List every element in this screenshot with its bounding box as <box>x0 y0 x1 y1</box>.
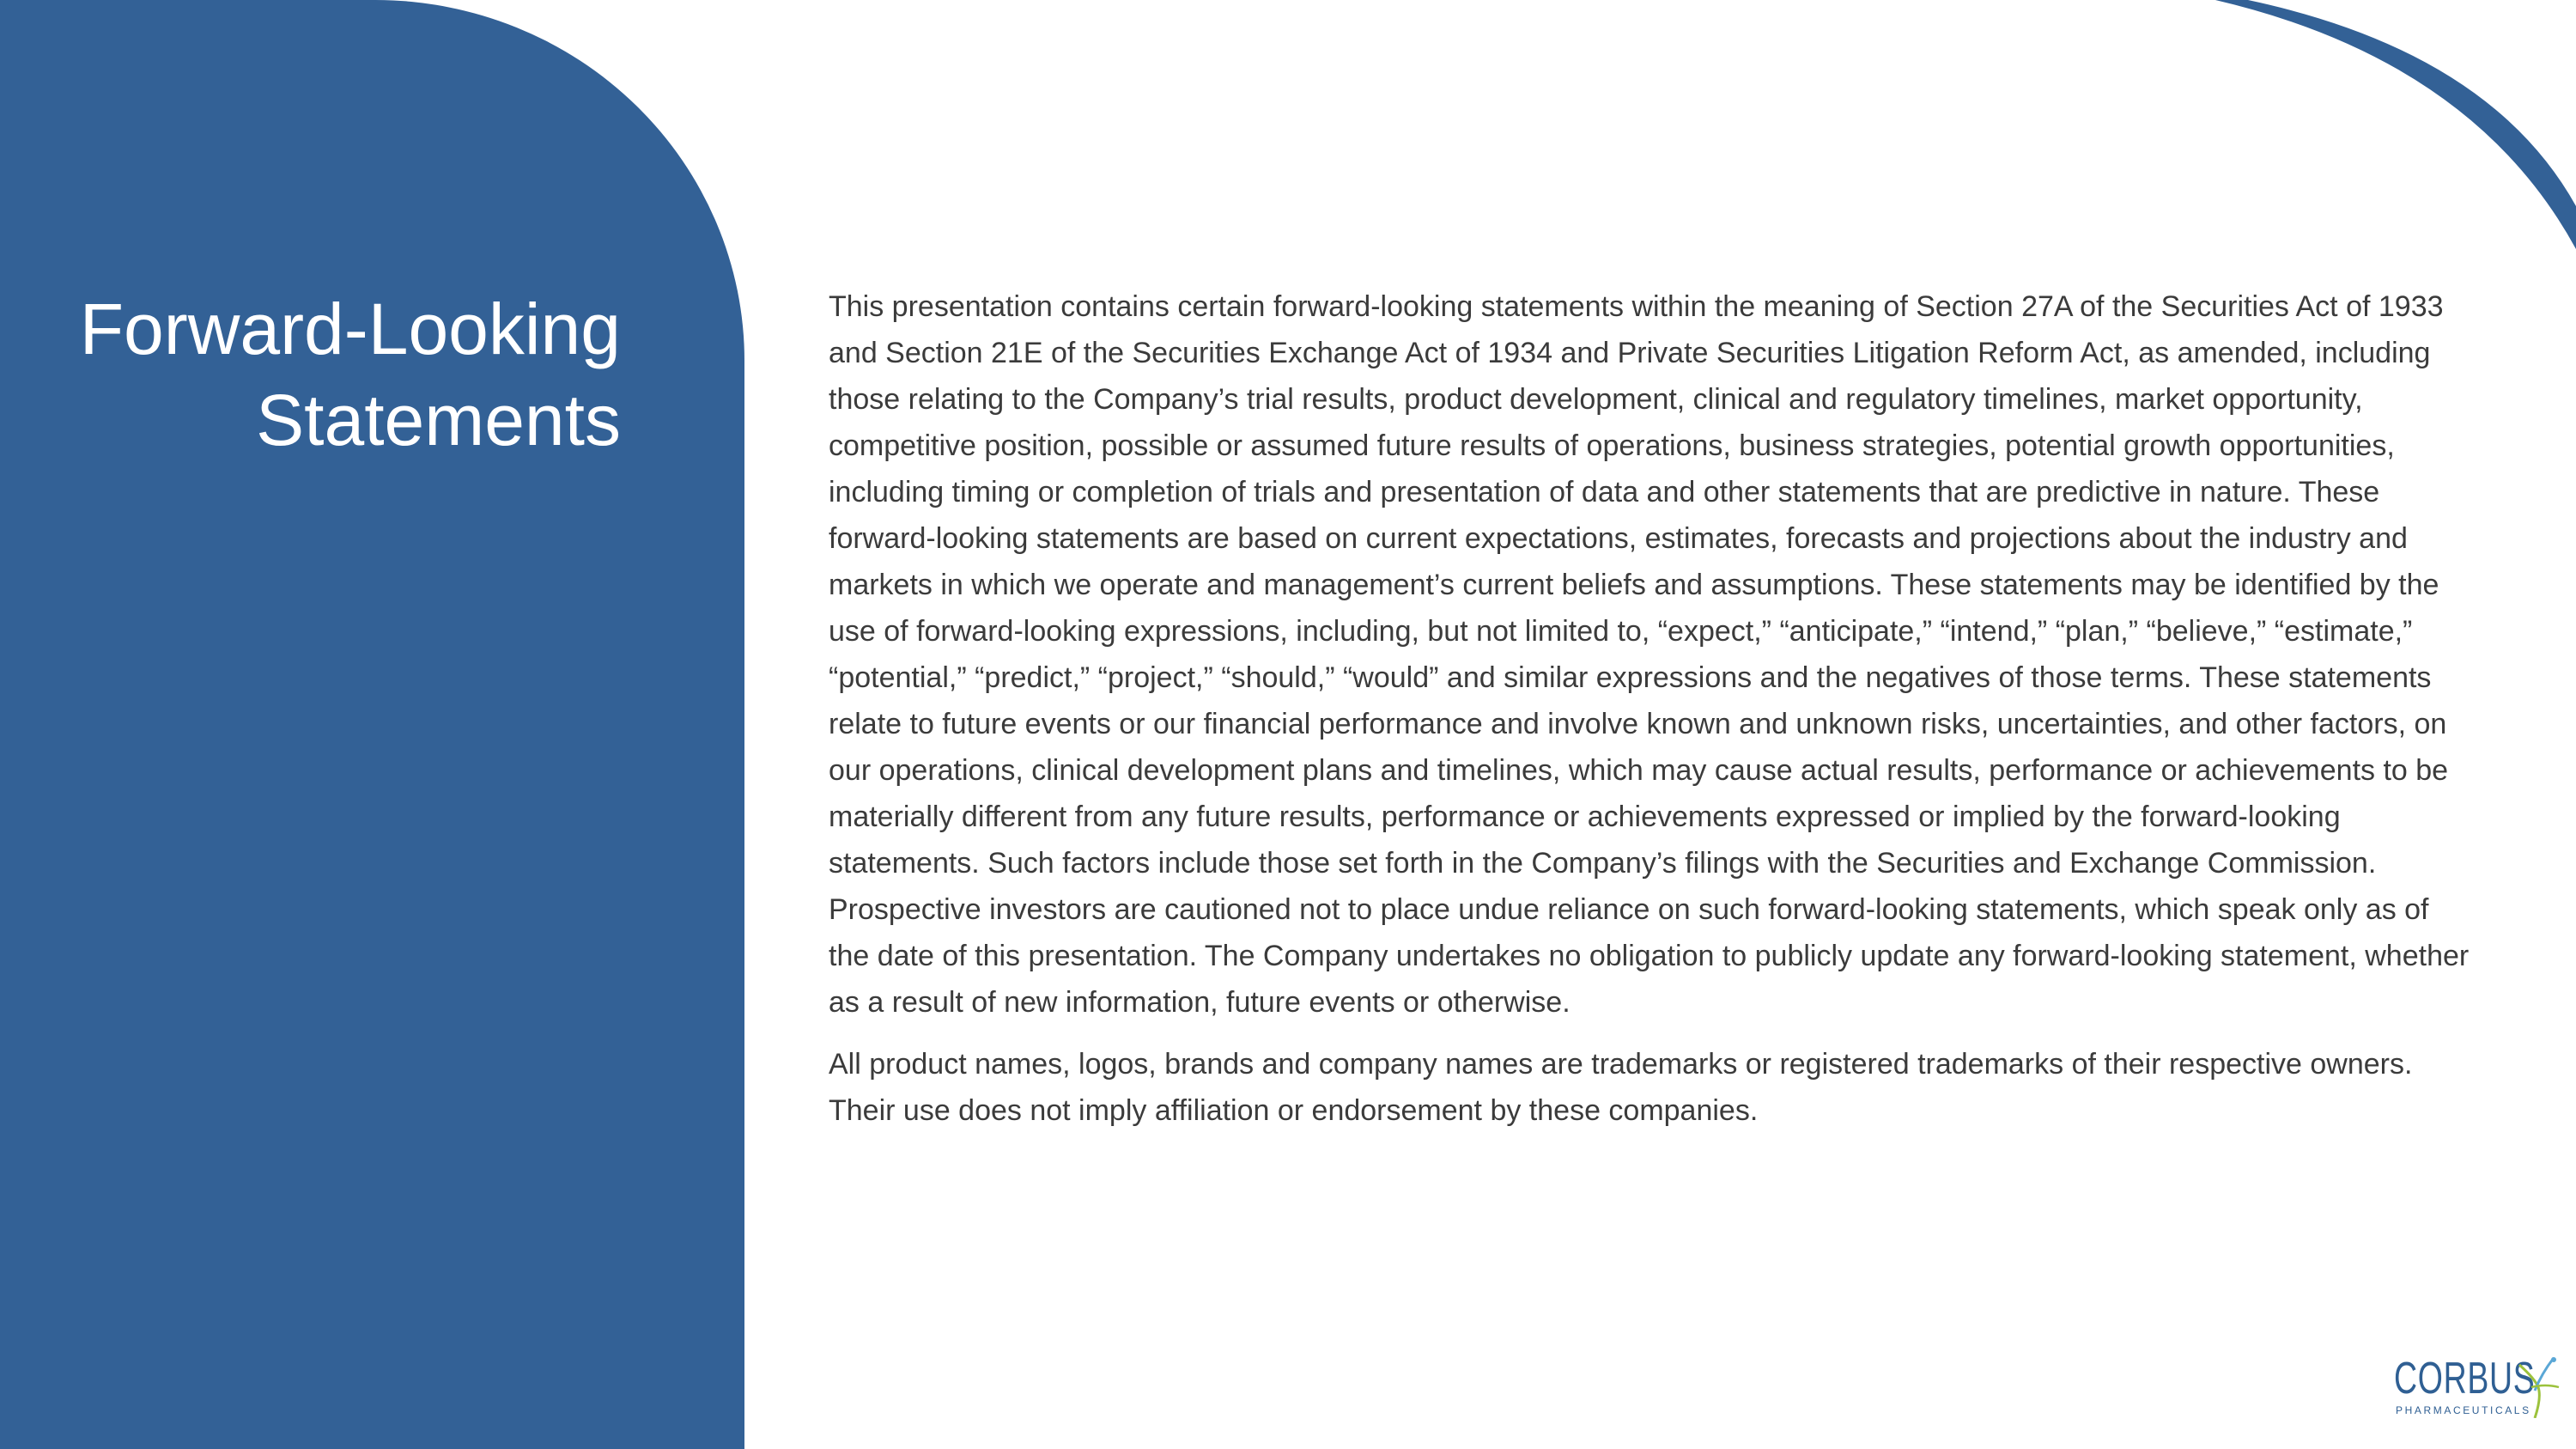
slide-title: Forward-Looking Statements <box>79 289 621 460</box>
logo-tagline: PHARMACEUTICALS <box>2396 1404 2531 1416</box>
trademark-paragraph: All product names, logos, brands and company names are trademarks or registered trademarks of their respective owners. Their use does not imply affiliation or endorsement by these companies. <box>829 1048 2413 1127</box>
logo-wordmark: CORBUS <box>2394 1354 2536 1403</box>
title-panel <box>0 0 744 1449</box>
disclaimer-body <box>829 283 2477 1149</box>
disclaimer-paragraph: This presentation contains certain forward-looking statements within the meaning of Section 27A of the Securities Act of 1933 and Section 21E of the Securities Exchange Act of 1934 and Private Securities Litigation Reform Act, as amended, including those relating to the Company’s trial results, product development, clinical and regulatory timelines, market opportunity, competitive position, possible or assumed future results of operations, business strategies, potential growth opportunities, including timing or completion of trials and presentation of data and other statements that are predictive in nature. These forward-looking statements are based on current expectations, estimates, forecasts and projections about the industry and markets in which we operate and management’s current beliefs and assumptions. These statements may be identified by the use of forward-looking expressions, including, but not limited to, “expect,” “anticipate,” “intend,” “plan,” “believe,” “estimate,” “potential,” “predict,” “project,” “should,” “would” and similar expressions and the negatives of those terms. These statements relate to future events or our financial performance and involve known and unknown risks, uncertainties, and other factors, on our operations, clinical development plans and timelines, which may cause actual results, performance or achievements to be materially different from any future results, performance or achievements expressed or implied by the forward-looking statements. Such factors include those set forth in the Company’s filings with the Securities and Exchange Commission. Prospective investors are cautioned not to place undue reliance on such forward-looking statements, which speak only as of the date of this presentation. The Company undertakes no obligation to publicly update any forward-looking statement, whether as a result of new information, future events or otherwise. <box>829 290 2470 1019</box>
corbus-swoosh-icon <box>2516 1353 2561 1418</box>
corner-arc-decoration <box>2215 0 2576 249</box>
company-logo <box>2389 1353 2561 1422</box>
